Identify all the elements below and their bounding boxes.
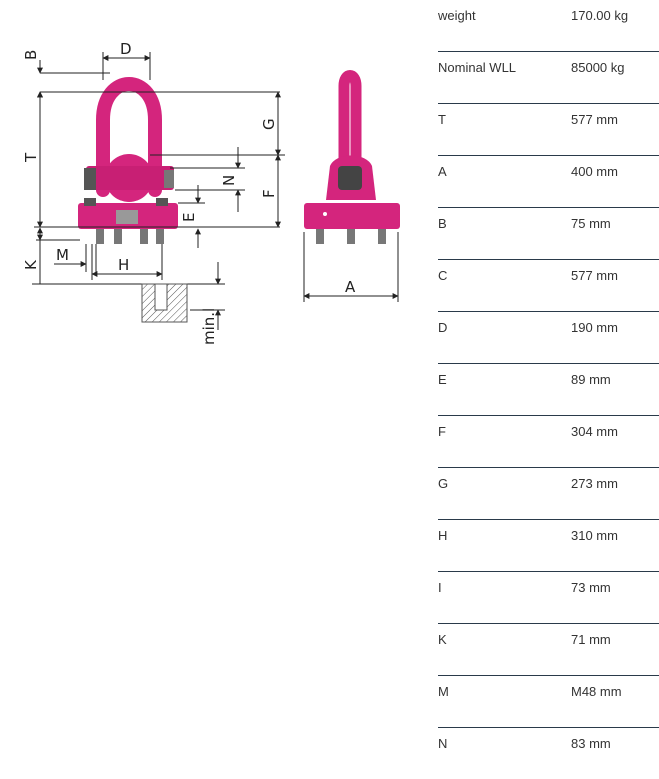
label-t: T <box>22 152 40 162</box>
spec-row-h <box>438 520 659 572</box>
spec-value: 71 mm <box>571 632 611 647</box>
spec-key: D <box>438 320 448 335</box>
label-k: K <box>22 260 40 270</box>
front-view <box>304 76 400 245</box>
spec-key: B <box>438 216 447 231</box>
spec-key: N <box>438 736 448 751</box>
spec-value: 75 mm <box>571 216 611 231</box>
spec-row-n <box>438 728 659 779</box>
side-view <box>32 84 190 322</box>
label-f: F <box>260 189 278 198</box>
spec-value: 190 mm <box>571 320 618 335</box>
spec-value: 577 mm <box>571 268 618 283</box>
spec-key: I <box>438 580 442 595</box>
spec-value: 170.00 kg <box>571 8 629 23</box>
spec-row-g <box>438 468 659 520</box>
spec-table <box>438 0 659 779</box>
front-base-plate <box>304 203 400 229</box>
spec-value: 85000 kg <box>571 60 625 75</box>
spec-key: F <box>438 424 446 439</box>
spec-row-t <box>438 104 659 156</box>
spec-row-weight <box>438 0 659 52</box>
spec-value: 73 mm <box>571 580 611 595</box>
label-d: D <box>120 40 132 58</box>
spec-value: 83 mm <box>571 736 611 751</box>
shackle-bolt <box>86 166 174 190</box>
spec-value: M48 mm <box>571 684 622 699</box>
spec-key: C <box>438 268 448 283</box>
spec-row-e <box>438 364 659 416</box>
spec-key: T <box>438 112 446 127</box>
spec-row-i <box>438 572 659 624</box>
spec-key: M <box>438 684 449 699</box>
spec-row-c <box>438 260 659 312</box>
spec-value: 89 mm <box>571 372 611 387</box>
label-min-l: min.l <box>200 307 218 345</box>
label-g: G <box>260 118 278 130</box>
spec-key: weight <box>438 8 476 23</box>
label-b: B <box>22 49 40 60</box>
spec-value: 310 mm <box>571 528 618 543</box>
spec-row-k <box>438 624 659 676</box>
spec-row-a <box>438 156 659 208</box>
spec-key: E <box>438 372 447 387</box>
spec-value: 273 mm <box>571 476 618 491</box>
spec-value: 304 mm <box>571 424 618 439</box>
spec-key: G <box>438 476 449 491</box>
label-h: H <box>118 256 130 274</box>
spec-row-f <box>438 416 659 468</box>
spec-key: Nominal WLL <box>438 60 517 75</box>
label-n: N <box>220 174 238 186</box>
spec-value: 577 mm <box>571 112 618 127</box>
spec-row-m <box>438 676 659 728</box>
spec-value: 400 mm <box>571 164 618 179</box>
spec-key: A <box>438 164 447 179</box>
label-a: A <box>345 278 356 296</box>
spec-key: H <box>438 528 448 543</box>
label-m: M <box>56 246 69 264</box>
spec-row-nominal-wll <box>438 52 659 104</box>
label-e: E <box>180 212 198 222</box>
spec-row-b <box>438 208 659 260</box>
spec-key: K <box>438 632 447 647</box>
technical-drawing <box>0 0 420 360</box>
spec-row-d <box>438 312 659 364</box>
